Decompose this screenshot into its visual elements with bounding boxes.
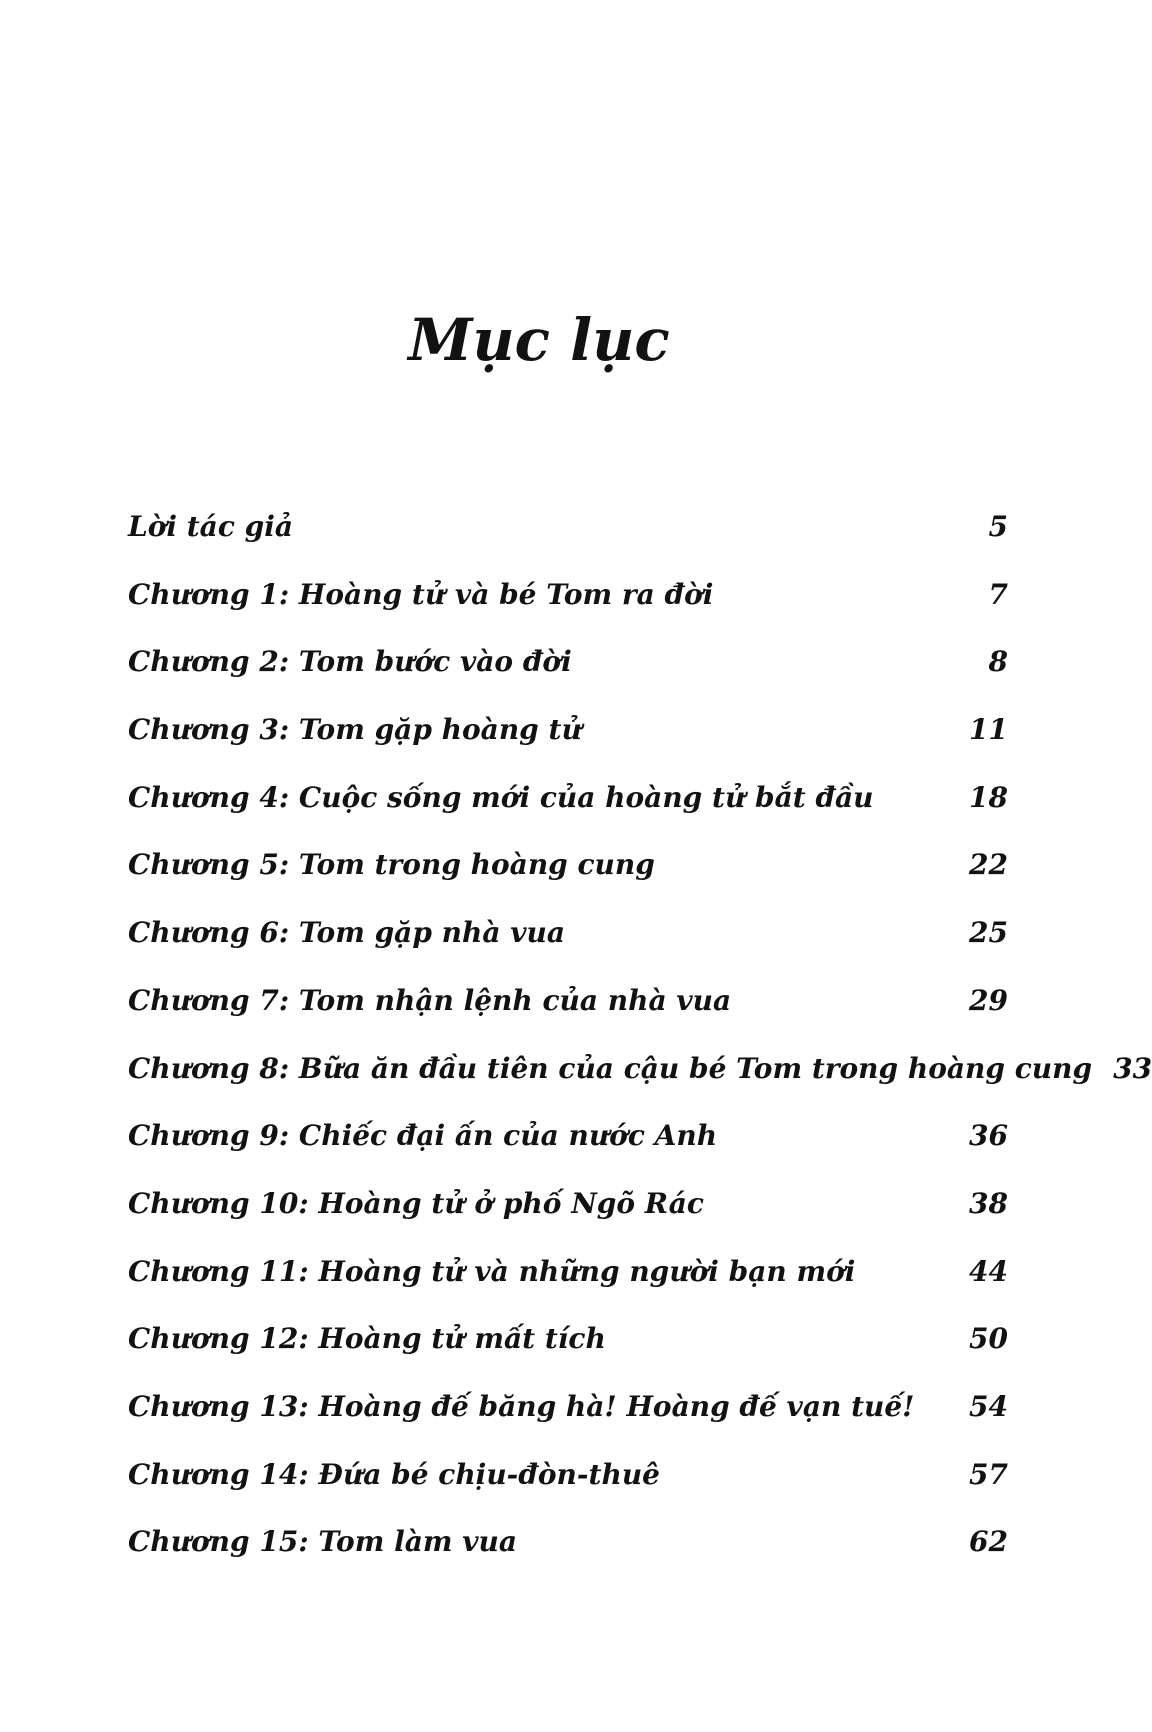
toc-entry-page: 22	[969, 848, 1008, 882]
toc-entry-label: Chương 14: Đứa bé chịu-đòn-thuê	[128, 1457, 660, 1491]
table-of-contents	[128, 510, 1152, 1593]
toc-entry-page: 5	[988, 510, 1008, 543]
toc-entry	[128, 713, 1008, 781]
toc-entry-label: Chương 12: Hoàng tử mất tích	[128, 1322, 606, 1356]
toc-entry-page: 7	[988, 577, 1008, 611]
toc-entry-page: 44	[969, 1254, 1008, 1288]
toc-entry-label: Chương 9: Chiếc đại ấn của nước Anh	[128, 1119, 718, 1153]
toc-entry-label: Chương 10: Hoàng tử ở phố Ngõ Rác	[128, 1186, 704, 1220]
toc-entry-page: 18	[969, 780, 1008, 814]
toc-entry-page: 33	[1113, 1051, 1152, 1085]
page-title: Mục lục	[408, 306, 670, 374]
toc-entry	[128, 1525, 1008, 1593]
toc-entry-label: Lời tác giả	[128, 510, 293, 543]
toc-entry-label: Chương 2: Tom bước vào đời	[128, 645, 572, 679]
toc-entry	[128, 1187, 1008, 1255]
toc-entry-page: 62	[969, 1525, 1008, 1559]
toc-entry-label: Chương 8: Bữa ăn đầu tiên của cậu bé Tom trong hoàng cung	[128, 1051, 1093, 1085]
toc-entry-label: Chương 7: Tom nhận lệnh của nhà vua	[128, 983, 732, 1017]
toc-entry	[128, 1255, 1008, 1323]
toc-entry-label: Chương 15: Tom làm vua	[128, 1525, 518, 1559]
toc-entry-page: 38	[969, 1186, 1008, 1220]
toc-entry	[128, 781, 1008, 849]
toc-entry-label: Chương 5: Tom trong hoàng cung	[128, 848, 655, 882]
toc-entry	[128, 848, 1008, 916]
toc-entry-page: 57	[969, 1457, 1008, 1491]
toc-entry-page: 11	[969, 713, 1008, 747]
toc-entry-label: Chương 3: Tom gặp hoàng tử	[128, 713, 582, 747]
toc-entry-label: Chương 1: Hoàng tử và bé Tom ra đời	[128, 577, 714, 611]
toc-entry	[128, 645, 1008, 713]
toc-entry-page: 29	[969, 983, 1008, 1017]
toc-entry	[128, 1390, 1008, 1458]
toc-entry	[128, 578, 1008, 646]
toc-entry-label: Chương 13: Hoàng đế băng hà! Hoàng đế vạn tuế!	[128, 1389, 915, 1423]
toc-entry	[128, 984, 1008, 1052]
toc-entry-label: Chương 11: Hoàng tử và những người bạn mới	[128, 1254, 856, 1288]
toc-entry	[128, 510, 1008, 578]
toc-entry	[128, 916, 1008, 984]
toc-entry	[128, 1458, 1008, 1526]
toc-entry-page: 50	[969, 1322, 1008, 1356]
toc-entry	[128, 1119, 1008, 1187]
toc-entry-page: 36	[969, 1119, 1008, 1153]
toc-entry-page: 25	[969, 916, 1008, 950]
toc-entry-label: Chương 6: Tom gặp nhà vua	[128, 916, 566, 950]
toc-entry-page: 54	[969, 1389, 1008, 1423]
toc-entry-page: 8	[988, 645, 1008, 679]
toc-entry	[128, 1322, 1008, 1390]
toc-entry	[128, 1051, 1152, 1120]
toc-entry-label: Chương 4: Cuộc sống mới của hoàng tử bắt đầu	[128, 780, 874, 814]
